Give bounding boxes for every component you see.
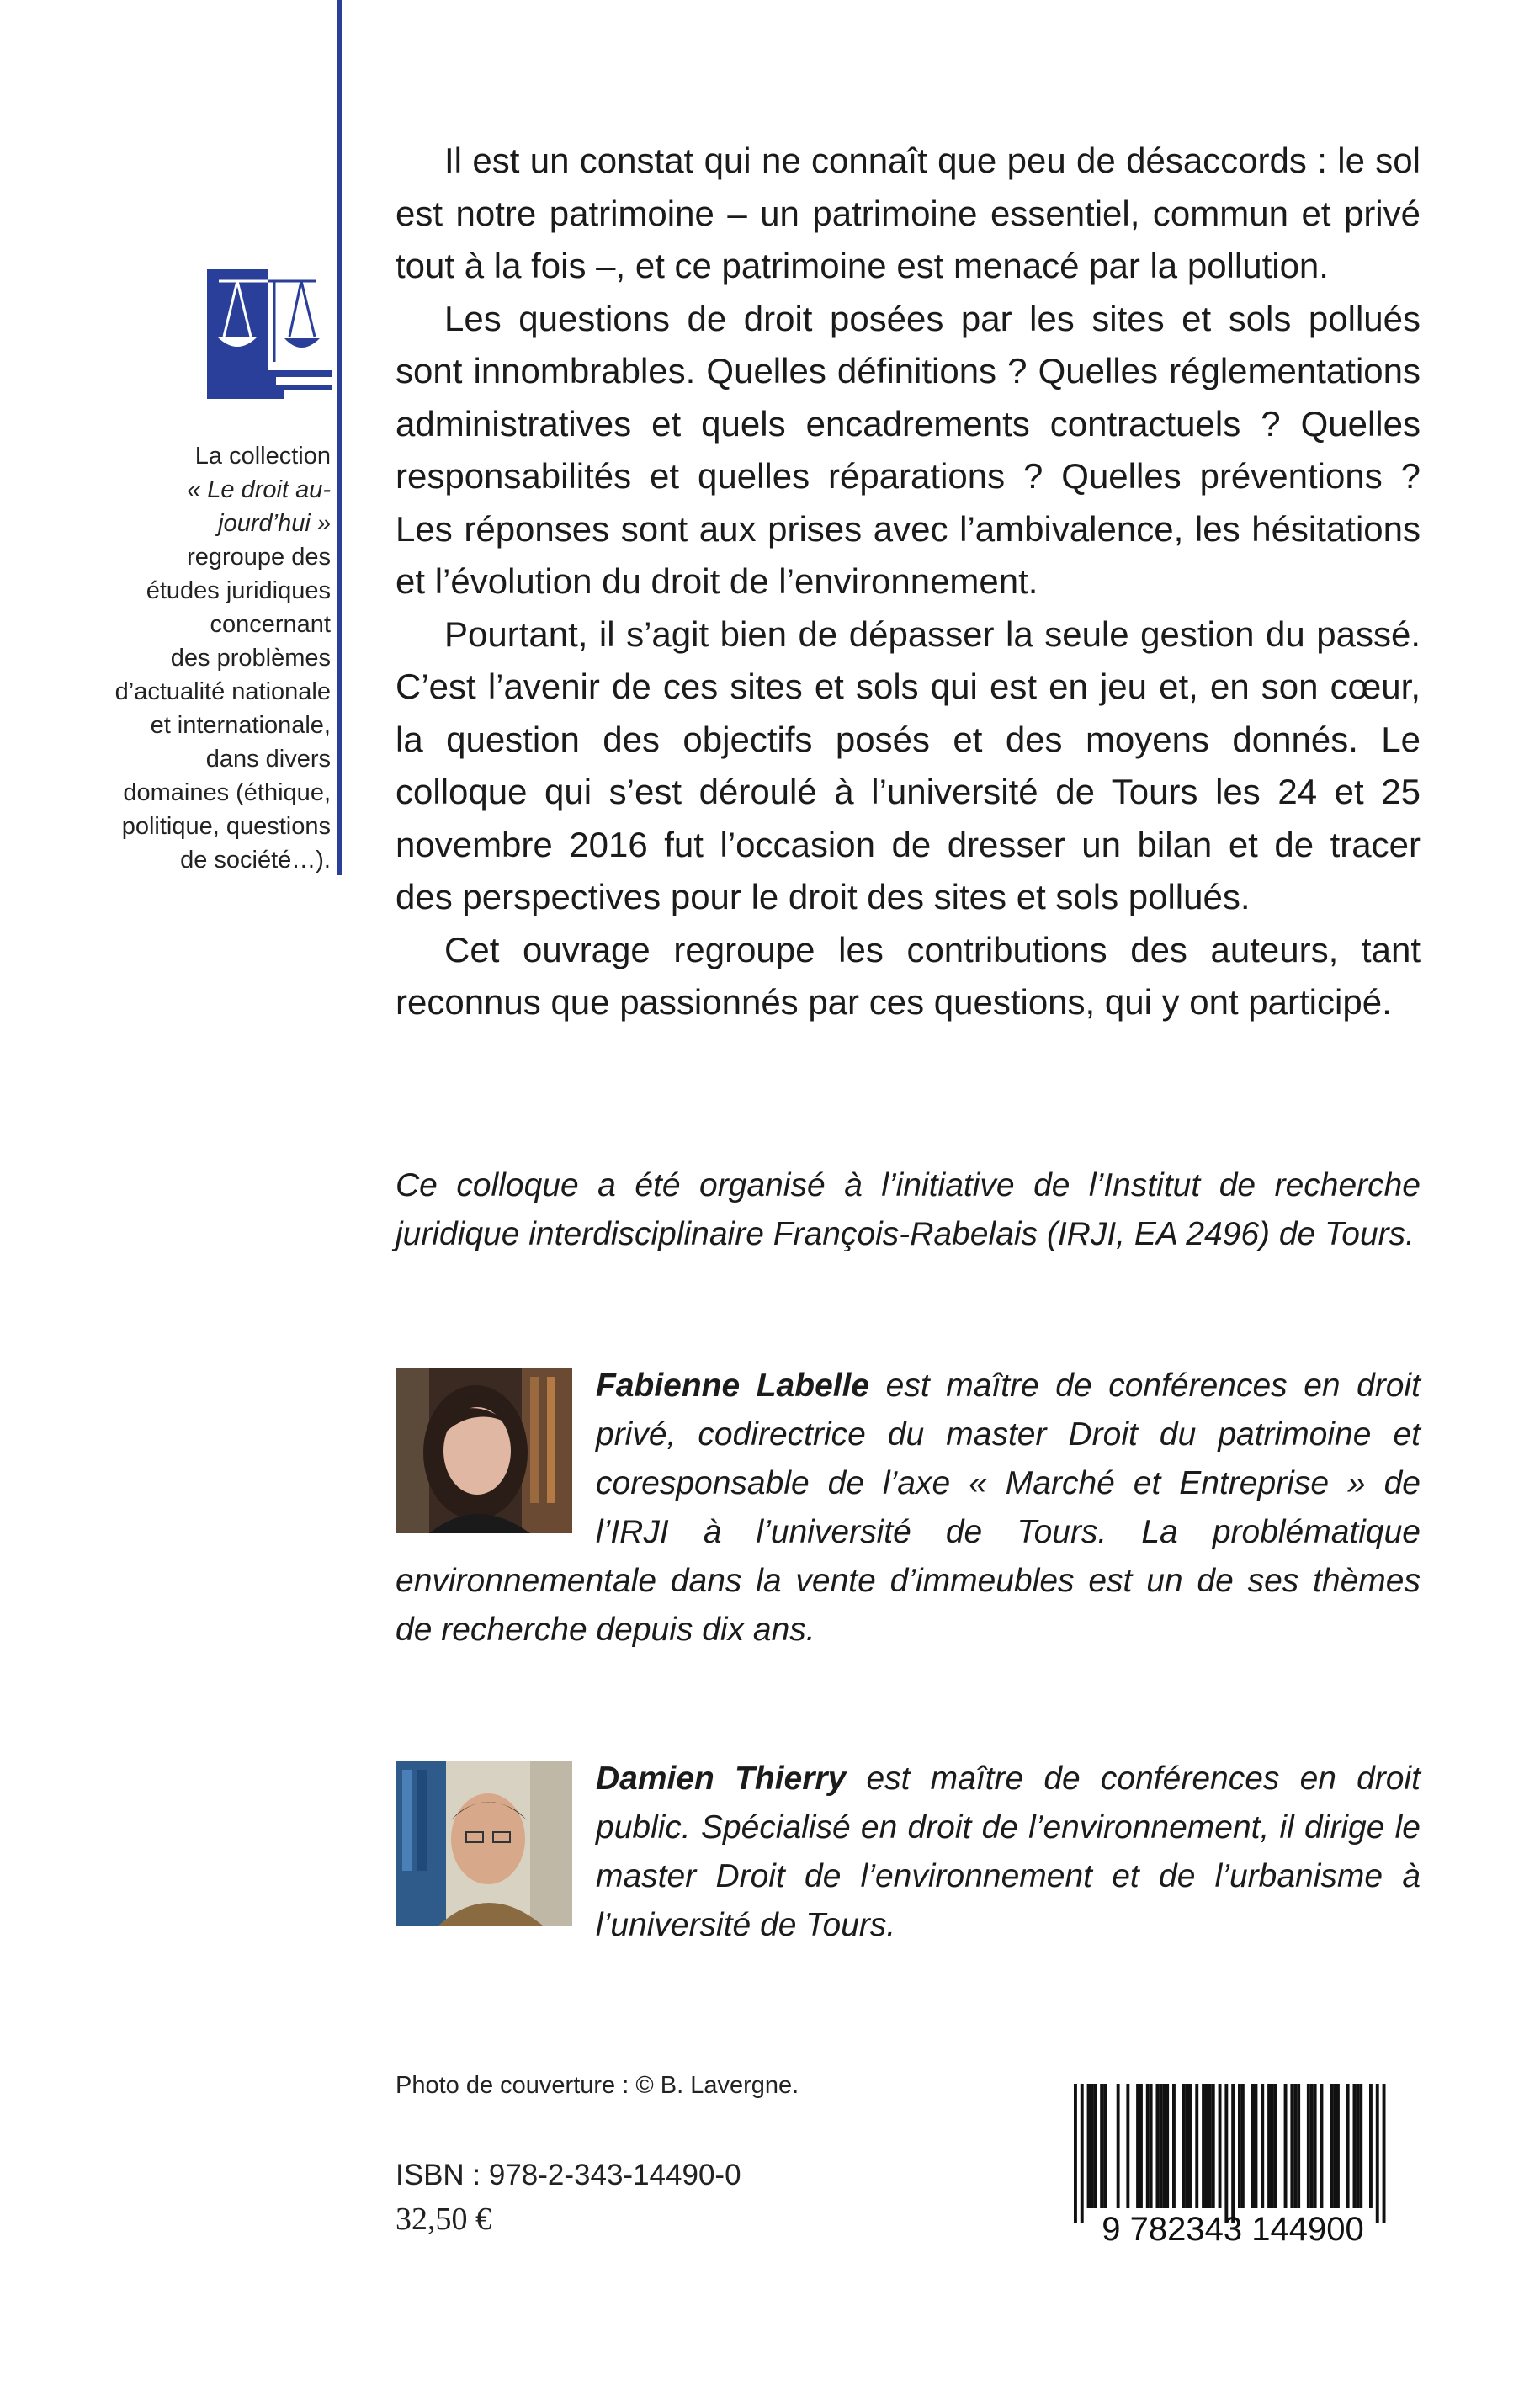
- barcode-bar: [1159, 2084, 1162, 2208]
- barcode-bar: [1212, 2084, 1215, 2208]
- author-photo: [396, 1368, 572, 1533]
- summary-paragraph: Il est un constat qui ne connaît que peu de désaccords : le sol est notre patrimoine – un patrimoine essentiel, commun et privé tout à la fois –, et ce patrimoine est menacé par la pollution.: [396, 141, 1421, 285]
- barcode-bar: [1219, 2084, 1222, 2208]
- barcode-bar: [1195, 2084, 1198, 2208]
- barcode-bar: [1356, 2084, 1359, 2208]
- barcode-bar: [1166, 2084, 1169, 2208]
- barcode-bar: [1208, 2084, 1212, 2208]
- barcode-bar: [1150, 2084, 1153, 2208]
- collection-line: domaines (éthique,: [123, 779, 331, 806]
- collection-line: dans divers: [205, 746, 331, 773]
- barcode-bar: [1310, 2084, 1314, 2208]
- barcode-bar: [1100, 2084, 1103, 2208]
- barcode-bar: [1136, 2084, 1139, 2208]
- barcode-bar: [1255, 2084, 1258, 2208]
- collection-line: regroupe des: [187, 544, 331, 571]
- barcode-bar: [1314, 2084, 1317, 2208]
- barcode-bar: [1251, 2084, 1255, 2208]
- barcode-digits: 9 782343 144900: [1102, 2211, 1364, 2245]
- barcode-bar: [1336, 2084, 1340, 2208]
- barcode-bar: [1307, 2084, 1310, 2208]
- barcode-bar: [1186, 2084, 1189, 2208]
- summary-paragraph: Les questions de droit posées par les sites et sols pollués sont innombrables. Quelles définitions ? Quelles réglementations administratives et quels encadrements contractuels ? Quelles responsabilités et quelles réparations ? Quelles préventions ? Les réponses sont aux prises avec l’ambivalence, les hésitations et l’évolution du droit de l’environnement.: [396, 298, 1421, 601]
- barcode-bar: [1182, 2084, 1186, 2208]
- author-name: Damien Thierry: [596, 1761, 847, 1797]
- photo-credit: Photo de couverture : © B. Lavergne.: [396, 2072, 799, 2099]
- barcode-bar: [1271, 2084, 1274, 2208]
- summary-text: [396, 135, 1421, 1029]
- barcode-bar: [1290, 2084, 1293, 2208]
- author-description: est maître de conférences en droit public. Spécialisé en droit de l’environnement, il dirige le master Droit de l’environnement et de l’urbanisme à l’université de Tours.: [596, 1761, 1421, 1943]
- barcode-bar: [1146, 2084, 1150, 2208]
- price: 32,50 €: [396, 2202, 491, 2237]
- initiative-note: Ce colloque a été organisé à l’initiative de l’Institut de recherche juridique interdisciplinaire François-Rabelais (IRJI, EA 2496) de Tours.: [396, 1167, 1421, 1252]
- barcode-bar: [1231, 2084, 1235, 2223]
- isbn: ISBN : 978-2-343-14490-0: [396, 2159, 741, 2191]
- collection-description: [34, 439, 331, 877]
- collection-title-line: « Le droit au-: [187, 476, 331, 503]
- barcode-bar: [1274, 2084, 1277, 2208]
- scales-of-justice-icon: [207, 269, 332, 399]
- collection-title-line: jourd’hui »: [218, 510, 331, 537]
- author-description: est maître de conférences en droit privé, codirectrice du master Droit du patrimoine et coresponsable de l’axe « Marché et Entreprise » de l’IRJI à l’université de Tours. La problématique environnementale dans la vente d’immeubles est un de ses thèmes de recherche depuis dix ans.: [396, 1368, 1421, 1648]
- barcode-bar: [1333, 2084, 1336, 2208]
- collection-line: concernant: [210, 611, 331, 638]
- barcode-bar: [1081, 2084, 1084, 2223]
- collection-line: La collection: [194, 443, 331, 470]
- barcode-bar: [1117, 2084, 1120, 2208]
- summary-paragraph: Pourtant, il s’agit bien de dépasser la seule gestion du passé. C’est l’avenir de ces sites et sols qui est en jeu et, en son cœur, la question des objectifs posés et des moyens donnés. Le colloque qui s’est déroulé à l’université de Tours les 24 et 25 novembre 2016 fut l’occasion de dresser un bilan et de tracer des perspectives pour le droit des sites et sols pollués.: [396, 614, 1421, 916]
- author-bio: [396, 1755, 1421, 1950]
- barcode-bar: [1330, 2084, 1333, 2208]
- barcode-bar: [1241, 2084, 1245, 2208]
- barcode: [1043, 2084, 1422, 2245]
- barcode-bar: [1126, 2084, 1129, 2208]
- barcode-bar: [1087, 2084, 1091, 2208]
- collection-line: des problèmes: [170, 645, 331, 672]
- barcode-bar: [1156, 2084, 1160, 2208]
- barcode-bar: [1091, 2084, 1094, 2208]
- barcode-bar: [1103, 2084, 1107, 2208]
- barcode-bar: [1369, 2084, 1373, 2208]
- barcode-bar: [1202, 2084, 1205, 2208]
- barcode-bar: [1359, 2084, 1362, 2208]
- barcode-bar: [1293, 2084, 1297, 2208]
- barcode-bar: [1267, 2084, 1271, 2208]
- barcode-bar: [1074, 2084, 1077, 2223]
- author-name: Fabienne Labelle: [596, 1368, 870, 1404]
- barcode-bar: [1139, 2084, 1143, 2208]
- author-photo: [396, 1761, 572, 1926]
- summary-paragraph: Cet ouvrage regroupe les contributions des auteurs, tant reconnus que passionnés par ces questions, qui y ont participé.: [396, 929, 1421, 1022]
- barcode-bar: [1093, 2084, 1097, 2208]
- barcode-bar: [1284, 2084, 1288, 2208]
- barcode-bar: [1346, 2084, 1350, 2208]
- collection-line: études juridiques: [146, 577, 331, 604]
- barcode-bar: [1205, 2084, 1208, 2208]
- author-bio: [396, 1362, 1421, 1655]
- barcode-bar: [1224, 2084, 1228, 2223]
- barcode-bar: [1261, 2084, 1264, 2208]
- collection-line: d’actualité nationale: [114, 678, 331, 705]
- barcode-bar: [1376, 2084, 1379, 2223]
- vertical-rule: [337, 0, 342, 875]
- barcode-bar: [1297, 2084, 1300, 2208]
- barcode-bar: [1172, 2084, 1176, 2208]
- barcode-bar: [1162, 2084, 1166, 2208]
- barcode-bar: [1353, 2084, 1357, 2208]
- barcode-bar: [1238, 2084, 1241, 2208]
- collection-line: politique, questions: [121, 813, 331, 840]
- collection-line: de société…).: [180, 847, 331, 874]
- collection-line: et internationale,: [150, 712, 331, 739]
- barcode-bar: [1189, 2084, 1192, 2208]
- barcode-bar: [1320, 2084, 1324, 2208]
- barcode-bar: [1383, 2084, 1386, 2223]
